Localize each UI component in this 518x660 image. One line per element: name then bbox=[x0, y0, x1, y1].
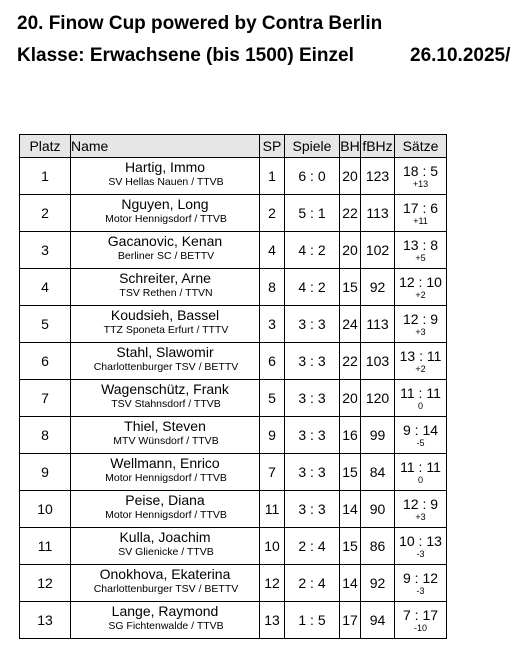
player-club: Charlottenburger TSV / BETTV bbox=[93, 361, 239, 373]
games-cell: 3 : 3 bbox=[285, 343, 340, 380]
player-name: Hartig, Immo bbox=[124, 159, 206, 175]
sets-difference: +5 bbox=[415, 253, 426, 263]
rank-cell: 13 bbox=[20, 602, 71, 639]
player-cell bbox=[71, 528, 260, 565]
player-cell bbox=[71, 306, 260, 343]
fbhz-cell: 92 bbox=[361, 269, 395, 306]
player-cell bbox=[71, 232, 260, 269]
sets-difference: +11 bbox=[413, 216, 428, 226]
rank-cell: 1 bbox=[20, 158, 71, 195]
column-header-name: Name bbox=[71, 135, 260, 158]
games-cell: 4 : 2 bbox=[285, 269, 340, 306]
seed-cell: 2 bbox=[260, 195, 285, 232]
table-row bbox=[20, 454, 447, 491]
bh-cell: 24 bbox=[340, 306, 361, 343]
player-club: Motor Hennigsdorf / TTVB bbox=[105, 213, 227, 225]
player-club: SV Hellas Nauen / TTVB bbox=[108, 176, 224, 188]
player-cell bbox=[71, 343, 260, 380]
sets-difference: +13 bbox=[412, 179, 429, 189]
player-name: Nguyen, Long bbox=[121, 196, 209, 212]
seed-cell: 12 bbox=[260, 565, 285, 602]
player-name: Schreiter, Arne bbox=[119, 270, 211, 286]
bh-cell: 22 bbox=[340, 343, 361, 380]
sets-cell bbox=[395, 528, 447, 565]
fbhz-cell: 123 bbox=[361, 158, 395, 195]
column-header-spiele: Spiele bbox=[285, 135, 340, 158]
sets-difference: -3 bbox=[416, 549, 425, 559]
games-cell: 2 : 4 bbox=[285, 565, 340, 602]
sets-cell bbox=[395, 602, 447, 639]
sets-cell bbox=[395, 269, 447, 306]
games-cell: 2 : 4 bbox=[285, 528, 340, 565]
rank-cell: 2 bbox=[20, 195, 71, 232]
table-row bbox=[20, 343, 447, 380]
fbhz-cell: 113 bbox=[361, 195, 395, 232]
player-club: Charlottenburger TSV / BETTV bbox=[93, 583, 239, 595]
sets-cell bbox=[395, 158, 447, 195]
player-name: Stahl, Slawomir bbox=[116, 344, 214, 360]
rank-cell: 10 bbox=[20, 491, 71, 528]
player-cell bbox=[71, 454, 260, 491]
player-cell bbox=[71, 565, 260, 602]
seed-cell: 13 bbox=[260, 602, 285, 639]
seed-cell: 4 bbox=[260, 232, 285, 269]
player-club: TTZ Sponeta Erfurt / TTTV bbox=[103, 324, 229, 336]
player-club: SG Fichtenwalde / TTVB bbox=[108, 620, 224, 632]
player-name: Peise, Diana bbox=[125, 492, 205, 508]
sets-score: 12 : 10 bbox=[399, 274, 442, 290]
player-name: Thiel, Steven bbox=[124, 418, 206, 434]
rank-cell: 7 bbox=[20, 380, 71, 417]
table-row bbox=[20, 195, 447, 232]
player-name: Wagenschütz, Frank bbox=[101, 381, 229, 397]
seed-cell: 3 bbox=[260, 306, 285, 343]
player-name: Koudsieh, Bassel bbox=[110, 307, 220, 323]
player-name: Kulla, Joachim bbox=[119, 529, 211, 545]
bh-cell: 20 bbox=[340, 158, 361, 195]
player-club: TSV Stahnsdorf / TTVB bbox=[111, 398, 221, 410]
page-title: 20. Finow Cup powered by Contra Berlin bbox=[17, 13, 383, 34]
rank-cell: 6 bbox=[20, 343, 71, 380]
seed-cell: 1 bbox=[260, 158, 285, 195]
sets-score: 12 : 9 bbox=[402, 496, 439, 512]
sets-difference: +3 bbox=[415, 512, 426, 522]
rank-cell: 11 bbox=[20, 528, 71, 565]
column-header-bh: BH bbox=[340, 135, 361, 158]
fbhz-cell: 99 bbox=[361, 417, 395, 454]
bh-cell: 22 bbox=[340, 195, 361, 232]
player-club: SV Glienicke / TTVB bbox=[118, 546, 214, 558]
games-cell: 3 : 3 bbox=[285, 306, 340, 343]
games-cell: 1 : 5 bbox=[285, 602, 340, 639]
sets-difference: +2 bbox=[415, 290, 426, 300]
sets-difference: -3 bbox=[416, 586, 425, 596]
event-date: 26.10.2025/ bbox=[410, 45, 511, 66]
rank-cell: 5 bbox=[20, 306, 71, 343]
player-cell bbox=[71, 269, 260, 306]
table-row bbox=[20, 528, 447, 565]
fbhz-cell: 103 bbox=[361, 343, 395, 380]
column-header-sp: SP bbox=[260, 135, 285, 158]
sets-score: 13 : 11 bbox=[399, 348, 442, 364]
rank-cell: 9 bbox=[20, 454, 71, 491]
player-club: MTV Wünsdorf / TTVB bbox=[113, 435, 219, 447]
player-name: Gacanovic, Kenan bbox=[107, 233, 223, 249]
fbhz-cell: 94 bbox=[361, 602, 395, 639]
games-cell: 5 : 1 bbox=[285, 195, 340, 232]
table-row bbox=[20, 602, 447, 639]
bh-cell: 16 bbox=[340, 417, 361, 454]
column-header-platz: Platz bbox=[20, 135, 71, 158]
player-cell bbox=[71, 602, 260, 639]
sets-cell bbox=[395, 417, 447, 454]
sets-difference: -10 bbox=[413, 623, 427, 633]
fbhz-cell: 84 bbox=[361, 454, 395, 491]
games-cell: 4 : 2 bbox=[285, 232, 340, 269]
sets-difference: 0 bbox=[417, 475, 423, 485]
sets-difference: 0 bbox=[417, 401, 423, 411]
sets-score: 18 : 5 bbox=[402, 163, 439, 179]
table-row bbox=[20, 491, 447, 528]
seed-cell: 10 bbox=[260, 528, 285, 565]
sets-difference: +3 bbox=[415, 327, 426, 337]
sets-score: 13 : 8 bbox=[402, 237, 439, 253]
sets-cell bbox=[395, 306, 447, 343]
column-header-fbhz: fBHz bbox=[361, 135, 395, 158]
sets-cell bbox=[395, 195, 447, 232]
sets-score: 7 : 17 bbox=[402, 607, 439, 623]
bh-cell: 20 bbox=[340, 380, 361, 417]
table-row bbox=[20, 417, 447, 454]
sets-score: 9 : 12 bbox=[402, 570, 439, 586]
seed-cell: 6 bbox=[260, 343, 285, 380]
sets-difference: -5 bbox=[416, 438, 425, 448]
seed-cell: 7 bbox=[260, 454, 285, 491]
player-cell bbox=[71, 491, 260, 528]
fbhz-cell: 102 bbox=[361, 232, 395, 269]
fbhz-cell: 113 bbox=[361, 306, 395, 343]
sets-cell bbox=[395, 454, 447, 491]
player-cell bbox=[71, 380, 260, 417]
sets-difference: +2 bbox=[415, 364, 426, 374]
sets-cell bbox=[395, 491, 447, 528]
table-row bbox=[20, 565, 447, 602]
sets-score: 11 : 11 bbox=[400, 385, 441, 401]
games-cell: 3 : 3 bbox=[285, 417, 340, 454]
sets-score: 9 : 14 bbox=[402, 422, 439, 438]
sets-cell bbox=[395, 380, 447, 417]
sets-score: 10 : 13 bbox=[399, 533, 442, 549]
table-row bbox=[20, 306, 447, 343]
sets-score: 12 : 9 bbox=[402, 311, 439, 327]
player-club: Motor Hennigsdorf / TTVB bbox=[105, 472, 227, 484]
player-cell bbox=[71, 158, 260, 195]
column-header-saetze: Sätze bbox=[395, 135, 447, 158]
games-cell: 3 : 3 bbox=[285, 454, 340, 491]
player-club: Berliner SC / BETTV bbox=[117, 250, 215, 262]
bh-cell: 17 bbox=[340, 602, 361, 639]
table-header-row bbox=[20, 135, 447, 158]
fbhz-cell: 90 bbox=[361, 491, 395, 528]
player-name: Onokhova, Ekaterina bbox=[99, 566, 231, 582]
player-club: Motor Hennigsdorf / TTVB bbox=[105, 509, 227, 521]
class-subtitle: Klasse: Erwachsene (bis 1500) Einzel bbox=[17, 45, 354, 66]
games-cell: 6 : 0 bbox=[285, 158, 340, 195]
player-cell bbox=[71, 195, 260, 232]
fbhz-cell: 86 bbox=[361, 528, 395, 565]
fbhz-cell: 92 bbox=[361, 565, 395, 602]
seed-cell: 11 bbox=[260, 491, 285, 528]
rank-cell: 3 bbox=[20, 232, 71, 269]
seed-cell: 8 bbox=[260, 269, 285, 306]
games-cell: 3 : 3 bbox=[285, 380, 340, 417]
bh-cell: 14 bbox=[340, 565, 361, 602]
player-name: Lange, Raymond bbox=[111, 603, 219, 619]
table-row bbox=[20, 269, 447, 306]
bh-cell: 15 bbox=[340, 454, 361, 491]
bh-cell: 14 bbox=[340, 491, 361, 528]
rank-cell: 4 bbox=[20, 269, 71, 306]
table-row bbox=[20, 232, 447, 269]
sets-cell bbox=[395, 232, 447, 269]
sets-score: 17 : 6 bbox=[402, 200, 439, 216]
results-table-body bbox=[20, 158, 447, 639]
table-row bbox=[20, 158, 447, 195]
table-row bbox=[20, 380, 447, 417]
player-club: TSV Rethen / TTVN bbox=[119, 287, 213, 299]
bh-cell: 15 bbox=[340, 269, 361, 306]
rank-cell: 12 bbox=[20, 565, 71, 602]
seed-cell: 9 bbox=[260, 417, 285, 454]
bh-cell: 20 bbox=[340, 232, 361, 269]
games-cell: 3 : 3 bbox=[285, 491, 340, 528]
seed-cell: 5 bbox=[260, 380, 285, 417]
results-table bbox=[19, 134, 447, 639]
player-cell bbox=[71, 417, 260, 454]
sets-score: 11 : 11 bbox=[400, 459, 441, 475]
player-name: Wellmann, Enrico bbox=[110, 455, 220, 471]
sets-cell bbox=[395, 565, 447, 602]
fbhz-cell: 120 bbox=[361, 380, 395, 417]
sets-cell bbox=[395, 343, 447, 380]
bh-cell: 15 bbox=[340, 528, 361, 565]
rank-cell: 8 bbox=[20, 417, 71, 454]
